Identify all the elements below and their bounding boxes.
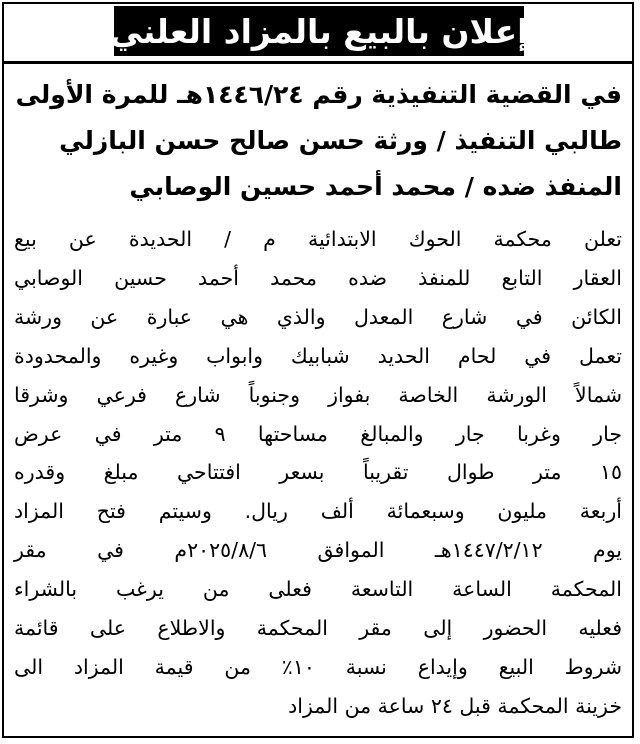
body-line: يوم ١٤٤٧/٢/١٢هـ الموافق ٢٠٢٥/٨/٦م في مقر [14,538,623,563]
body-line: أربعة مليون وسبعمائة ألف ريال. وسيتم فتح المزاد [14,499,622,524]
case-headings [14,72,622,210]
announcement-body [14,220,622,726]
body-line: العقار التابع للمنفذ ضده محمد أحمد حسين الوصابي [14,265,622,290]
header-band [4,4,632,60]
body-line: ١٥ متر طوال تقريباً بسعر افتتاحي مبلغ وقدره [14,460,622,485]
body-line: فعليه الحضور إلى مقر المحكمة والاطلاع على قائمة [14,616,622,641]
body-line: المحكمة الساعة التاسعة فعلى من يرغب بالشراء [14,577,622,602]
body-line: شمالاً الورشة الخاصة بفواز وجنوباً شارع فرعي وشرقا [14,382,622,407]
body-line: خزينة المحكمة قبل ٢٤ ساعة من المزاد [288,693,622,718]
announcement-title: إعلان بالبيع بالمزاد العلني [109,11,529,51]
auction-announcement [2,2,634,738]
header-divider [4,61,632,64]
claimants-heading: طالبي التنفيذ / ورثة حسن صالح حسن البازلي [59,126,622,155]
body-line: تعمل في لحام الحديد شبابيك وابواب وغيره والمحدودة [14,343,622,368]
defendant-heading: المنفذ ضده / محمد أحمد حسين الوصابي [129,172,622,201]
body-line: تعلن محكمة الحوك الابتدائية م / الحديدة عن بيع [14,227,622,251]
case-number-heading: في القضية التنفيذية رقم ١٤٤٦/٢٤هـ للمرة الأولى [15,80,622,109]
body-line: الكائن في شارع المعدل والذي هي عبارة عن ورشة [14,304,622,329]
body-line: شروط البيع وإيداع نسبة ١٠٪ من قيمة المزاد الى [14,654,622,679]
body-line: جار وغربا جار والمبالغ مساحتها ٩ متر في عرض [14,421,623,446]
header-box [109,6,529,56]
